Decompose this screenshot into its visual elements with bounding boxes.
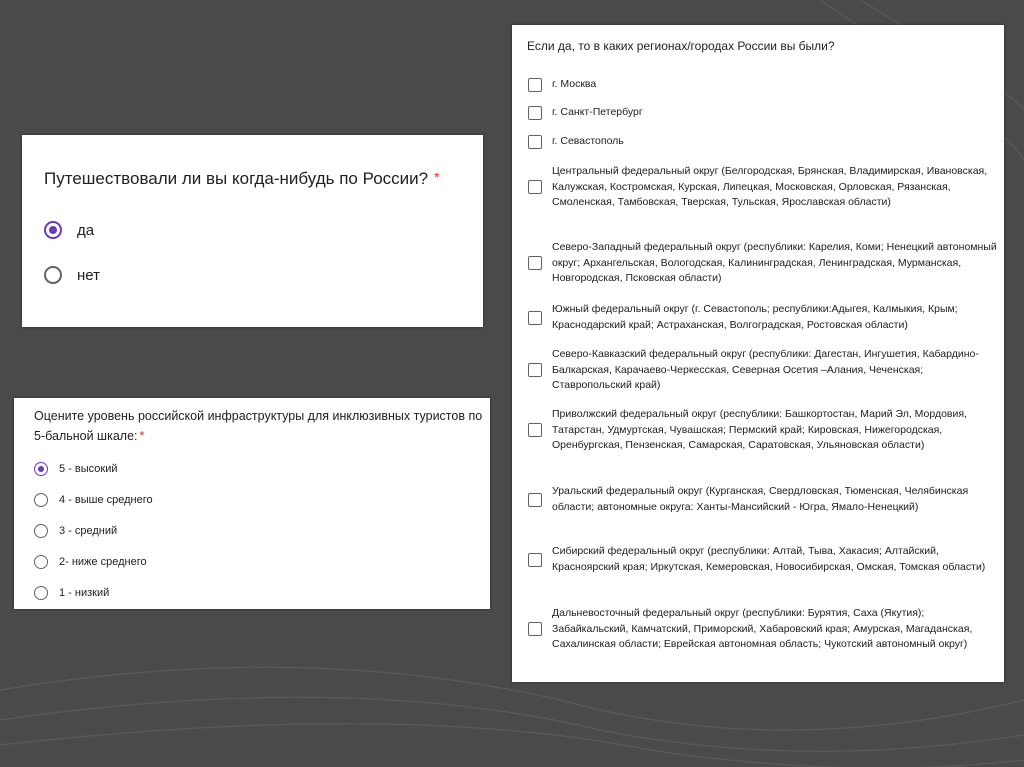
option-label: 4 - выше среднего bbox=[59, 494, 153, 506]
option-rating-1[interactable] bbox=[34, 586, 109, 600]
option-rating-3[interactable] bbox=[34, 524, 117, 538]
region-option[interactable] bbox=[528, 484, 998, 515]
region-option[interactable] bbox=[528, 77, 998, 93]
region-option[interactable] bbox=[528, 164, 998, 211]
checkbox[interactable] bbox=[528, 106, 542, 120]
checkbox[interactable] bbox=[528, 311, 542, 325]
radio-unselected[interactable] bbox=[34, 493, 48, 507]
option-label: Сибирский федеральный округ (республики: Алтай, Тыва, Хакасия; Алтайский, Красноярский края; Иркутская, Кемеровская, Новосибирская, Омская, Томская области) bbox=[552, 545, 986, 573]
radio-unselected[interactable] bbox=[34, 524, 48, 538]
region-option[interactable] bbox=[528, 407, 998, 454]
required-asterisk: * bbox=[434, 169, 440, 185]
option-label: да bbox=[77, 221, 95, 239]
checkbox[interactable] bbox=[528, 256, 542, 270]
option-label: Приволжский федеральный округ (республики: Башкортостан, Марий Эл, Мордовия, Татарстан, Удмуртская, Чувашская; Пермский край; Кировская, Нижегородская, Оренбургская, Пензенская, Самарская, Саратовская, Ульяновская области) bbox=[552, 408, 967, 451]
regions-question-card bbox=[512, 25, 1004, 682]
checkbox[interactable] bbox=[528, 78, 542, 92]
option-label: 3 - средний bbox=[59, 525, 118, 537]
question-title: Оцените уровень российской инфраструктуры для инклюзивных туристов по 5-бальной шкале: * bbox=[34, 409, 483, 443]
radio-unselected[interactable] bbox=[34, 555, 48, 569]
option-label: Центральный федеральный округ (Белгородская, Брянская, Владимирская, Ивановская, Калужская, Костромская, Курская, Липецкая, Московская, Орловская, Рязанская, Смоленская, Тамбовская, Тверская, Тульская, Ярославская области) bbox=[552, 165, 988, 208]
option-label: 2- ниже среднего bbox=[59, 556, 147, 568]
checkbox[interactable] bbox=[528, 423, 542, 437]
region-option[interactable] bbox=[528, 105, 998, 121]
region-option[interactable] bbox=[528, 606, 998, 653]
checkbox[interactable] bbox=[528, 180, 542, 194]
option-label: нет bbox=[77, 266, 100, 284]
option-label: 5 - высокий bbox=[59, 463, 118, 475]
radio-unselected[interactable] bbox=[34, 586, 48, 600]
option-label: г. Москва bbox=[552, 78, 597, 90]
option-label: Южный федеральный округ (г. Севастополь; республики:Адыгея, Калмыкия, Крым; Краснодарский край; Астраханская, Волгоградская, Ростовская области) bbox=[552, 303, 958, 331]
region-option[interactable] bbox=[528, 134, 998, 150]
radio-unselected[interactable] bbox=[44, 266, 62, 284]
option-yes[interactable] bbox=[44, 221, 94, 239]
option-label: г. Санкт-Петербург bbox=[552, 106, 643, 118]
option-label: г. Севастополь bbox=[552, 135, 624, 147]
option-no[interactable] bbox=[44, 266, 100, 284]
region-option[interactable] bbox=[528, 302, 998, 333]
region-option[interactable] bbox=[528, 544, 998, 575]
checkbox[interactable] bbox=[528, 553, 542, 567]
checkbox[interactable] bbox=[528, 135, 542, 149]
radio-selected[interactable] bbox=[34, 462, 48, 476]
checkbox[interactable] bbox=[528, 493, 542, 507]
option-label: Северо-Кавказский федеральный округ (республики: Дагестан, Ингушетия, Кабардино-Балкарская, Карачаево-Черкесская, Северная Осетия –Алания, Чеченская; Ставропольский край) bbox=[552, 348, 979, 391]
option-label: Северо-Западный федеральный округ (республики: Карелия, Коми; Ненецкий автономный округ; Архангельская, Вологодская, Калининградская, Ленинградская, Мурманская, Новгородская, Псковская области) bbox=[552, 241, 997, 284]
region-option[interactable] bbox=[528, 240, 998, 287]
radio-selected[interactable] bbox=[44, 221, 62, 239]
option-rating-2[interactable] bbox=[34, 555, 147, 569]
question-title: Путешествовали ли вы когда-нибудь по России? * bbox=[44, 169, 440, 188]
checkbox[interactable] bbox=[528, 622, 542, 636]
option-label: 1 - низкий bbox=[59, 587, 110, 599]
option-label: Уральский федеральный округ (Курганская, Свердловская, Тюменская, Челябинская области; автономные округа: Ханты-Мансийский - Югра, Ямало-Ненецкий) bbox=[552, 485, 969, 513]
option-rating-4[interactable] bbox=[34, 493, 153, 507]
rating-question-card bbox=[14, 398, 490, 609]
checkbox[interactable] bbox=[528, 363, 542, 377]
option-rating-5[interactable] bbox=[34, 462, 118, 476]
region-option[interactable] bbox=[528, 347, 998, 394]
required-asterisk: * bbox=[139, 429, 145, 443]
travel-question-card bbox=[22, 135, 483, 327]
question-title: Если да, то в каких регионах/городах России вы были? bbox=[527, 39, 835, 53]
option-label: Дальневосточный федеральный округ (республики: Бурятия, Саха (Якутия); Забайкальский, Камчатский, Приморский, Хабаровский края; Амурская, Магаданская, Сахалинская области; Еврейская автономная область; Чукотский автономный округ) bbox=[552, 607, 973, 650]
